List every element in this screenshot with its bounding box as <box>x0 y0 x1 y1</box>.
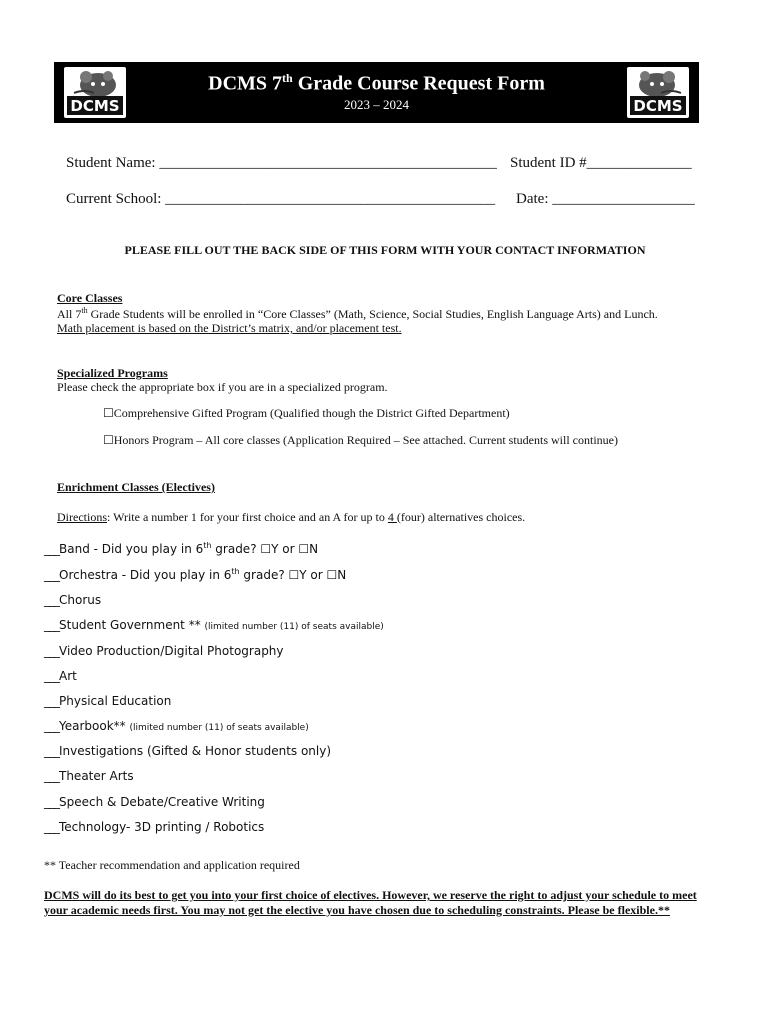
elective-investigations[interactable]: ___Investigations (Gifted & Honor students only) <box>44 744 332 758</box>
header-banner <box>54 62 699 123</box>
enrichment-heading: Enrichment Classes (Electives) <box>57 480 215 494</box>
math-placement-note: Math placement is based on the District’s matrix, and/or placement test. <box>57 321 402 335</box>
teacher-recommendation-note: ** Teacher recommendation and application required <box>44 858 300 872</box>
specialized-programs-intro: Please check the appropriate box if you are in a specialized program. <box>57 380 388 394</box>
elective-video-production[interactable]: ___Video Production/Digital Photography <box>44 644 284 658</box>
svg-text:DCMS: DCMS <box>70 97 120 115</box>
rat-mascot-icon <box>627 67 689 118</box>
elective-student-government[interactable]: ___Student Government ** (limited number (11) of seats available) <box>44 618 384 632</box>
elective-theater-arts[interactable]: ___Theater Arts <box>44 769 134 783</box>
student-id-field[interactable]: Student ID #______________ <box>510 155 692 171</box>
elective-art[interactable]: ___Art <box>44 669 77 683</box>
elective-technology[interactable]: ___Technology- 3D printing / Robotics <box>44 820 265 834</box>
gifted-program-checkbox[interactable]: ☐Comprehensive Gifted Program (Qualified though the District Gifted Department) <box>103 406 510 420</box>
honors-program-checkbox[interactable]: ☐Honors Program – All core classes (Application Required – See attached. Current students will continue) <box>103 433 618 447</box>
svg-text:DCMS: DCMS <box>633 97 683 115</box>
date-field[interactable]: Date: ___________________ <box>516 191 695 207</box>
student-name-field[interactable]: Student Name: _____________________________________________ <box>66 155 497 171</box>
elective-speech-debate[interactable]: ___Speech & Debate/Creative Writing <box>44 795 265 809</box>
elective-band[interactable]: ___Band - Did you play in 6th grade? ☐Y or ☐N <box>44 541 319 556</box>
elective-disclaimer: DCMS will do its best to get you into your first choice of electives. However, we reserve the right to adjust your schedule to meet your academic needs first. You may not get the elective you have chosen due to scheduling constraints. Please be flexible.** <box>44 888 697 917</box>
enrichment-directions: Directions: Write a number 1 for your first choice and an A for up to 4 (four) alternatives choices. <box>57 510 526 524</box>
elective-yearbook[interactable]: ___Yearbook** (limited number (11) of seats available) <box>44 719 309 733</box>
core-classes-text: All 7th Grade Students will be enrolled in “Core Classes” (Math, Science, Social Studies, English Language Arts) and Lunch. <box>57 306 658 321</box>
specialized-programs-heading: Specialized Programs <box>57 366 168 380</box>
elective-physical-education[interactable]: ___Physical Education <box>44 694 172 708</box>
school-year: 2023 – 2024 <box>344 97 409 112</box>
contact-info-notice: PLEASE FILL OUT THE BACK SIDE OF THIS FORM WITH YOUR CONTACT INFORMATION <box>124 243 646 257</box>
elective-chorus[interactable]: ___Chorus <box>44 593 102 607</box>
form-title: DCMS 7th Grade Course Request Form <box>208 71 545 95</box>
elective-orchestra[interactable]: ___Orchestra - Did you play in 6th grade? ☐Y or ☐N <box>44 567 347 582</box>
core-classes-heading: Core Classes <box>57 291 123 305</box>
school-logo-right <box>627 67 689 118</box>
current-school-field[interactable]: Current School: ____________________________________________ <box>66 191 496 207</box>
